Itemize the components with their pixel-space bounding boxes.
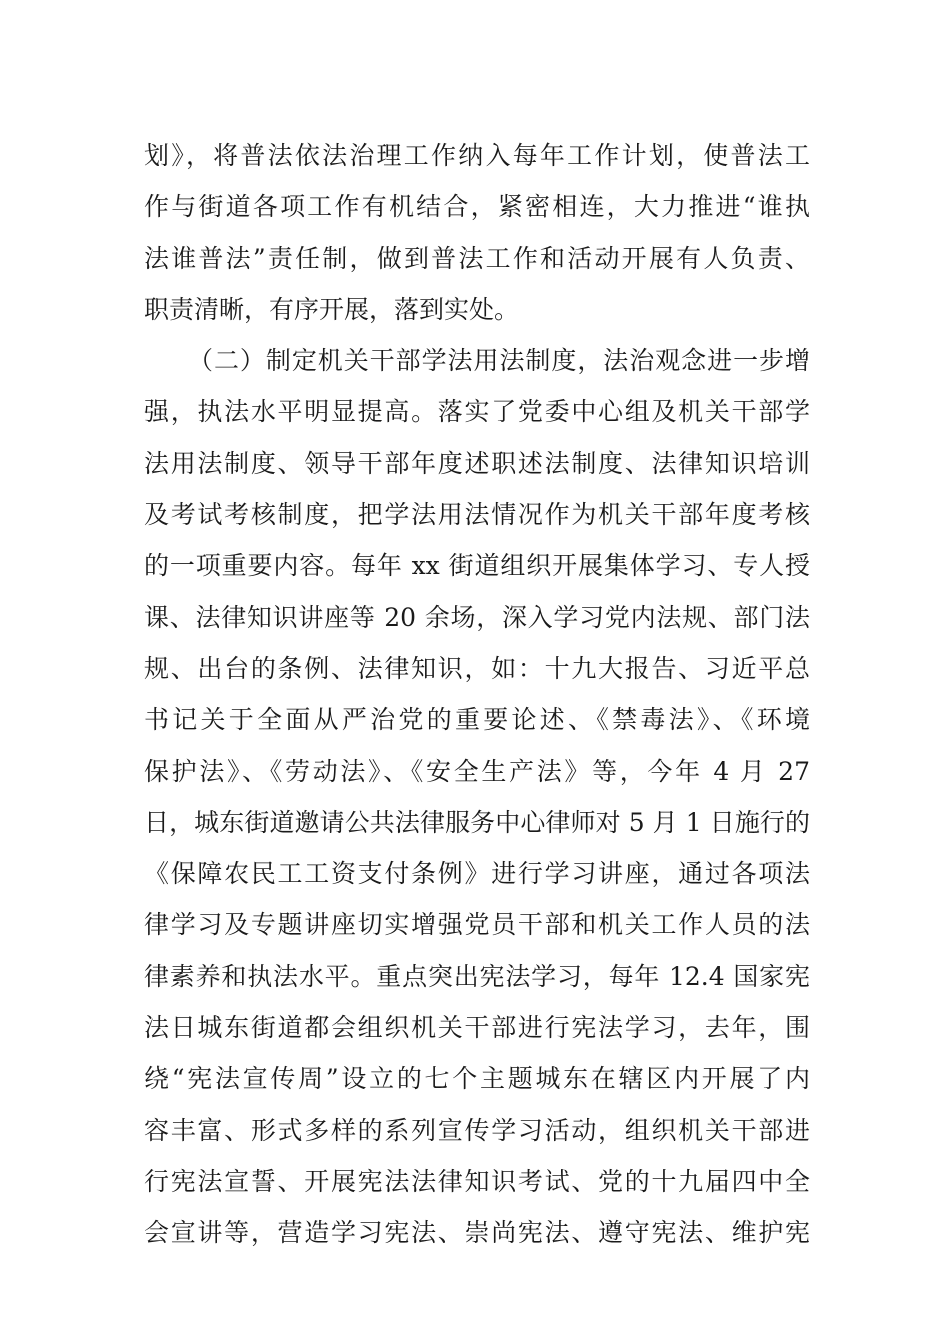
text-line: 书记关于全面从严治党的重要论述、《禁毒法》、《环境 [144,705,810,735]
paragraph-1 [144,130,810,335]
text-line: 的一项重要内容。每年 xx 街道组织开展集体学习、专人授 [144,551,810,581]
document-body [144,130,810,1259]
paragraph-2 [144,335,810,1258]
text-line: 课、法律知识讲座等 20 余场，深入学习党内法规、部门法 [144,602,810,632]
text-line: 保护法》、《劳动法》、《安全生产法》等，今年 4 月 27 [144,756,810,786]
text-line: 绕“宪法宣传周”设立的七个主题城东在辖区内开展了内 [144,1064,810,1094]
text-line: 行宪法宣誓、开展宪法法律知识考试、党的十九届四中全 [144,1166,810,1196]
text-line: 强，执法水平明显提高。落实了党委中心组及机关干部学 [144,397,810,427]
text-line: 规、出台的条例、法律知识，如：十九大报告、习近平总 [144,653,810,683]
text-line: 律学习及专题讲座切实增强党员干部和机关工作人员的法 [144,910,810,940]
text-line: 法用法制度、领导干部年度述职述法制度、法律知识培训 [144,448,810,478]
text-line: 法日城东街道都会组织机关干部进行宪法学习，去年，围 [144,1013,810,1043]
text-line: 会宣讲等，营造学习宪法、崇尚宪法、遵守宪法、维护宪 [144,1218,810,1248]
text-line: 律素养和执法水平。重点突出宪法学习，每年 12.4 国家宪 [144,961,810,991]
text-line: 及考试考核制度，把学法用法情况作为机关干部年度考核 [144,500,810,530]
text-line: 《保障农民工工资支付条例》进行学习讲座，通过各项法 [144,859,810,889]
text-line: 法谁普法”责任制，做到普法工作和活动开展有人负责、 [144,243,810,273]
text-line: 划》，将普法依法治理工作纳入每年工作计划，使普法工 [144,141,810,170]
text-line: 日，城东街道邀请公共法律服务中心律师对 5 月 1 日施行的 [144,807,810,837]
text-line: 作与街道各项工作有机结合，紧密相连，大力推进“谁执 [144,192,810,222]
text-line: （二）制定机关干部学法用法制度，法治观念进一步增 [188,346,810,376]
text-line: 容丰富、形式多样的系列宣传学习活动，组织机关干部进 [144,1115,810,1145]
text-line: 职责清晰，有序开展，落到实处。 [144,294,520,324]
